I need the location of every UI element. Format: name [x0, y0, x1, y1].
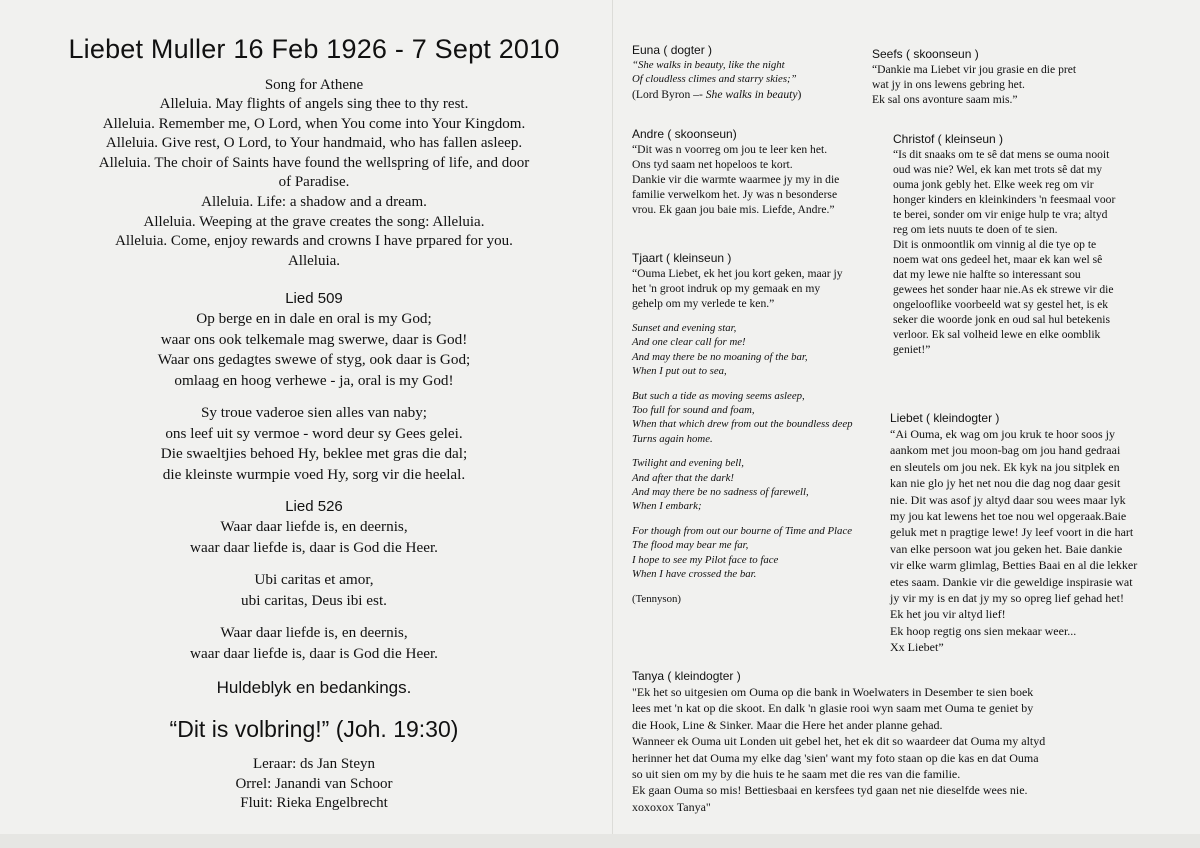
- tribute-line: lees met 'n kat op die skoot. En dalk 'n glasie rooi wyn saam met Ouma te geniet by: [632, 701, 1034, 716]
- page-fold: [612, 0, 613, 848]
- song-for-athene: [40, 75, 588, 271]
- hymn-line: Die swaeltjies behoed Hy, beklee met gras die dal;: [160, 445, 468, 463]
- tribute-line: Xx Liebet”: [890, 640, 944, 655]
- tribute-author: Christof ( kleinseun ): [893, 132, 1004, 146]
- song-line: Alleluia. Weeping at the grave creates the song: Alleluia.: [143, 213, 485, 230]
- hymn-line: omlaag en hoog verhewe - ja, oral is my God!: [174, 371, 454, 389]
- tribute-line: so uit sien om my by die huis te he saam met die res van die familie.: [632, 767, 961, 782]
- tribute-line: dat my lewe nie halfte so interessant sou: [893, 268, 1081, 281]
- hymn-line: Op berge en in dale en oral is my God;: [196, 310, 432, 328]
- song-line: Alleluia. Give rest, O Lord, to Your handmaid, who has fallen asleep.: [105, 135, 523, 152]
- hymn-line: Ubi caritas et amor,: [254, 571, 374, 589]
- hymn-line: Waar daar liefde is, en deernis,: [220, 624, 408, 642]
- tribute-line: te berei, sonder om vir enige hulp te vra; altyd: [893, 208, 1108, 221]
- tribute-line: my jou kat lewens het toe nou wel opgeraak.Baie: [890, 509, 1127, 524]
- lied-509: [40, 289, 588, 485]
- song-title: Song for Athene: [264, 77, 364, 93]
- tribute-liebet: [890, 410, 1180, 656]
- tribute-euna: [632, 42, 862, 102]
- lied-526: [40, 497, 588, 664]
- page-title: Liebet Muller 16 Feb 1926 - 7 Sept 2010: [68, 34, 560, 64]
- song-line: Alleluia. May flights of angels sing thee to thy rest.: [159, 96, 469, 112]
- song-line: Alleluia.: [287, 252, 341, 269]
- tribute-line: verloor. Ek sal volheid lewe en elke oomblik: [893, 328, 1101, 341]
- tribute-line: en sleutels om jou nek. Ek kyk na jou sitplek en: [890, 459, 1120, 474]
- song-line: Alleluia. Come, enjoy rewards and crowns I have prpared for you.: [115, 233, 513, 250]
- hymn-line: waar daar liefde is, daar is God die Heer.: [190, 538, 438, 556]
- tribute-line: Dankie vir die warmte waarmee jy my in die: [632, 173, 840, 186]
- tribute-line: gehelp om my verlede te ken.”: [632, 297, 775, 310]
- tribute-line: “Ai Ouma, ek wag om jou kruk te hoor soos jy: [890, 427, 1115, 441]
- tribute-line: kan nie glo jy het net nou die dag nog daar gesit: [890, 476, 1121, 491]
- song-line: Alleluia. Remember me, O Lord, when You come into Your Kingdom.: [102, 115, 526, 132]
- tribute-line: jy vir my is en dat jy my so opreg lief gehad het!: [890, 591, 1124, 606]
- tribute-line: Ek het jou vir altyd lief!: [890, 607, 1006, 622]
- poem-source: (Tennyson): [632, 592, 682, 605]
- tribute-author: Tjaart ( kleinseun ): [632, 251, 732, 265]
- tribute-author: Liebet ( kleindogter ): [890, 411, 1000, 425]
- tribute-line: aankom met jou moon-bag om jou hand gedraai: [890, 443, 1121, 458]
- poem-line: Of cloudless climes and starry skies;”: [632, 73, 797, 86]
- tribute-line: vir elke warm glimlag, Betties Baai en al die lekker: [890, 558, 1138, 573]
- tribute-line: etes saam. Dankie vir die geweldige inspirasie wat: [890, 574, 1133, 589]
- tribute-line: gewees het sonder haar nie.As ek strewe vir die: [893, 283, 1114, 296]
- poem-line: When that which drew from out the boundless deep: [632, 418, 853, 431]
- tribute-line: noem wat ons gedeel het, maar ek kan wel sê: [893, 253, 1103, 266]
- credit-orrel: Orrel: Janandi van Schoor: [235, 775, 393, 792]
- poem-line: But such a tide as moving seems asleep,: [632, 389, 805, 402]
- poem-line: The flood may bear me far,: [632, 539, 749, 552]
- huldeblyk-heading: Huldeblyk en bedankings.: [216, 678, 412, 698]
- poem-line: Turns again home.: [632, 432, 713, 445]
- tribute-author: Andre ( skoonseun): [632, 127, 737, 141]
- hymn-line: die kleinste wurmpie voed Hy, sorg vir die heelal.: [162, 465, 466, 483]
- poem-line: Too full for sound and foam,: [632, 404, 755, 417]
- hymn-line: Waar ons gedagtes swewe of styg, ook daar is God;: [157, 351, 471, 369]
- lied-526-title: Lied 526: [285, 498, 343, 516]
- poem-source-prefix: (Lord Byron –-: [632, 87, 706, 101]
- lied-509-title: Lied 509: [285, 290, 343, 308]
- poem-source: [632, 87, 862, 102]
- poem-line: “She walks in beauty, like the night: [632, 59, 785, 71]
- tribute-line: Wanneer ek Ouma uit Londen uit gebel het, het ek dit so waardeer dat Ouma my altyd: [632, 734, 1046, 749]
- poem-source-title: She walks in beauty: [705, 87, 798, 101]
- poem-line: When I have crossed the bar.: [632, 568, 757, 581]
- poem-line: Twilight and evening bell,: [632, 457, 744, 470]
- poem-line: When I embark;: [632, 500, 702, 513]
- song-line: Alleluia. Life: a shadow and a dream.: [201, 193, 427, 210]
- tribute-line: die Hook, Line & Sinker. Maar die Here het ander planne gehad.: [632, 717, 943, 732]
- hymn-line: ons leef uit sy vermoe - word deur sy Gees gelei.: [165, 424, 463, 442]
- volbring-quote: “Dit is volbring!” (Joh. 19:30): [169, 716, 459, 743]
- credits: [40, 755, 588, 814]
- hymn-line: Sy troue vaderoe sien alles van naby;: [200, 404, 428, 422]
- tribute-line: nie. Dit was asof jy altyd daar sou wees maar lyk: [890, 492, 1126, 507]
- tribute-line: "Ek het so uitgesien om Ouma op die bank in Woelwaters in Desember te sien boek: [632, 685, 1034, 699]
- credit-fluit: Fluit: Rieka Engelbrecht: [240, 795, 388, 812]
- tribute-andre: [632, 126, 882, 217]
- song-line: of Paradise.: [278, 174, 350, 191]
- tribute-line: Ek hoop regtig ons sien mekaar weer...: [890, 623, 1077, 638]
- poem-line: And may there be no sadness of farewell,: [632, 486, 809, 499]
- hymn-line: Waar daar liefde is, en deernis,: [220, 518, 408, 536]
- tribute-line: “Is dit snaaks om te sê dat mens se ouma nooit: [893, 148, 1110, 161]
- poem-line: For though from out our bourne of Time and Place: [632, 524, 853, 537]
- tribute-author: Euna ( dogter ): [632, 43, 713, 57]
- tribute-line: geluk met n pragtige lewe! Jy leef voort in die hart: [890, 525, 1134, 540]
- credit-leraar: Leraar: ds Jan Steyn: [252, 756, 376, 773]
- poem-line: And may there be no moaning of the bar,: [632, 350, 808, 363]
- tribute-line: Ons tyd saam net hopeloos te kort.: [632, 158, 793, 171]
- tribute-line: wat jy in ons lewens gebring het.: [872, 78, 1025, 91]
- tribute-christof: [893, 131, 1183, 357]
- tribute-line: Ek gaan Ouma so mis! Bettiesbaai en kersfees tyd gaan net nie dieselfde wees nie.: [632, 783, 1028, 798]
- tribute-line: ongelooflike voorbeeld wat sy gestel het, is ek: [893, 298, 1109, 311]
- tribute-line: “Ouma Liebet, ek het jou kort geken, maar jy: [632, 267, 843, 280]
- tribute-line: seker die woorde jonk en oud sal hul betekenis: [893, 313, 1111, 326]
- tribute-line: oud was nie? Wel, ek kan met trots sê dat my: [893, 163, 1103, 176]
- tribute-line: honger kinders en kleinkinders 'n feesmaal voor: [893, 193, 1116, 206]
- tribute-line: “Dit was n voorreg om jou te leer ken het.: [632, 143, 828, 156]
- song-line: Alleluia. The choir of Saints have found the wellspring of life, and door: [98, 154, 530, 171]
- tribute-line: het 'n groot indruk op my gemaak en my: [632, 282, 821, 295]
- tribute-author: Tanya ( kleindogter ): [632, 669, 741, 683]
- page-bottom-edge: [0, 834, 1200, 848]
- left-panel: [40, 34, 588, 814]
- poem-line: And after that the dark!: [632, 471, 734, 484]
- hymn-line: waar daar liefde is, daar is God die Heer.: [190, 644, 438, 662]
- poem-line: Sunset and evening star,: [632, 322, 737, 334]
- tribute-line: xoxoxox Tanya": [632, 799, 711, 814]
- tribute-author: Seefs ( skoonseun ): [872, 47, 979, 61]
- tribute-seefs: [872, 46, 1172, 107]
- poem-line: I hope to see my Pilot face to face: [632, 553, 779, 566]
- tribute-line: vrou. Ek gaan jou baie mis. Liefde, Andre.”: [632, 203, 835, 216]
- tribute-line: herinner het dat Ouma my elke dag 'sien' want my foto staan op die kas en dat Ouma: [632, 750, 1039, 765]
- tribute-line: reg om iets nuuts te doen of te sien.: [893, 223, 1058, 236]
- tribute-line: van elke persoon wat jou geken het. Baie dankie: [890, 541, 1123, 556]
- hymn-line: ubi caritas, Deus ibi est.: [241, 591, 387, 609]
- tribute-line: “Dankie ma Liebet vir jou grasie en die pret: [872, 63, 1077, 76]
- tribute-line: ouma jonk gebly het. Elke week reg om vir: [893, 178, 1094, 191]
- poem-line: When I put out to sea,: [632, 365, 727, 378]
- tribute-tjaart: [632, 250, 892, 607]
- tribute-line: Ek sal ons avonture saam mis.”: [872, 93, 1018, 106]
- tribute-line: geniet!”: [893, 343, 931, 356]
- poem-line: And one clear call for me!: [632, 336, 746, 349]
- hymn-line: waar ons ook telkemale mag swerwe, daar is God!: [160, 330, 468, 348]
- poem-source-suffix: ): [797, 87, 802, 101]
- tribute-tanya: [632, 668, 1172, 815]
- tribute-line: familie verwelkom het. Jy was n besonderse: [632, 188, 838, 201]
- tribute-line: Dit is onmoontlik om vinnig al die tye op te: [893, 238, 1097, 251]
